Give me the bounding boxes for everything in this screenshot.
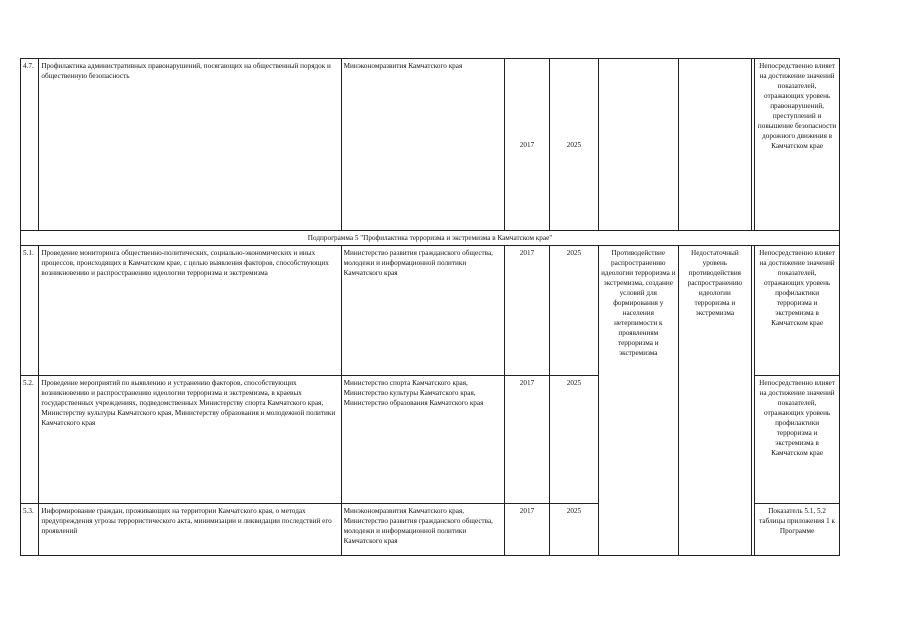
- measure-consequence: [678, 59, 752, 231]
- measure-name: Проведение мероприятий по выявлению и устранению факторов, способствующих возникновению и распространению идеологии терроризма и экстремизма, в краевых государственных учреждениях, подведомственных Министерству спорта Камчатского края, Министерству культуры Камчатского края, Министерству образования и молодежной политики Камчатского края: [39, 376, 341, 504]
- row-number: 5.1.: [21, 246, 39, 376]
- row-number: 4.7.: [21, 59, 39, 231]
- shared-consequence: Недостаточный уровень противодействия распространению идеологии терроризма и экстремизма: [678, 246, 752, 556]
- measure-name: Проведение мониторинга общественно-политических, социально-экономических и иных процессов, происходящих в Камчатском крае, с целью выявления факторов, способствующих возникновению и распространению идеологии терроризма и экстремизма: [39, 246, 341, 376]
- measure-name: Информирование граждан, проживающих на территории Камчатского края, о методах предупреждения угрозы террористического акта, минимизации и ликвидации последствий его проявлений: [39, 504, 341, 556]
- subprogram-title: Подпрограмма 5 "Профилактика терроризма и экстремизма в Камчатском крае": [21, 231, 840, 246]
- year-start: 2017: [505, 376, 550, 504]
- shared-result: Противодействие распространению идеологии терроризма и экстремизма, создание условий для формирования у населения нетерпимости к проявлениям терроризма и экстремизма: [598, 246, 678, 556]
- year-end: 2025: [549, 504, 598, 556]
- measure-indicator: Непосредственно влияет на достижение значений показателей, отражающих уровень профилактики терроризма и экстремизма в Камчатском крае: [755, 246, 840, 376]
- subprogram-header-row: [21, 231, 840, 246]
- table-row: [21, 59, 840, 231]
- year-end: 2025: [549, 246, 598, 376]
- measure-executor: Министерство спорта Камчатского края, Министерство культуры Камчатского края, Министерство образования Камчатского края: [341, 376, 504, 504]
- measure-indicator: Показатель 5.1, 5.2 таблицы приложения 1 к Программе: [755, 504, 840, 556]
- measure-result: [598, 59, 678, 231]
- table-row: [21, 246, 840, 376]
- measures-table: [20, 58, 840, 556]
- measure-indicator: Непосредственно влияет на достижение значений показателей, отражающих уровень профилактики терроризма и экстремизма в Камчатском крае: [755, 376, 840, 504]
- year-start: 2017: [505, 246, 550, 376]
- year-end: 2025: [549, 59, 598, 231]
- measure-indicator: Непосредственно влияет на достижение значений показателей, отражающих уровень правонарушений, преступлений и повышение безопасности дорожного движения в Камчатском крае: [755, 59, 840, 231]
- measure-name: Профилактика административных правонарушений, посягающих на общественный порядок и общественную безопасность: [39, 59, 341, 231]
- row-number: 5.3.: [21, 504, 39, 556]
- year-start: 2017: [505, 504, 550, 556]
- measure-executor: Минэкономразвития Камчатского края, Министерство развития гражданского общества, молодежи и информационной политики Камчатского края: [341, 504, 504, 556]
- year-end: 2025: [549, 376, 598, 504]
- year-start: 2017: [505, 59, 550, 231]
- row-number: 5.2.: [21, 376, 39, 504]
- measure-executor: Министерство развития гражданского общества, молодежи и информационной политики Камчатского края: [341, 246, 504, 376]
- measure-executor: Минэкономразвития Камчатского края: [341, 59, 504, 231]
